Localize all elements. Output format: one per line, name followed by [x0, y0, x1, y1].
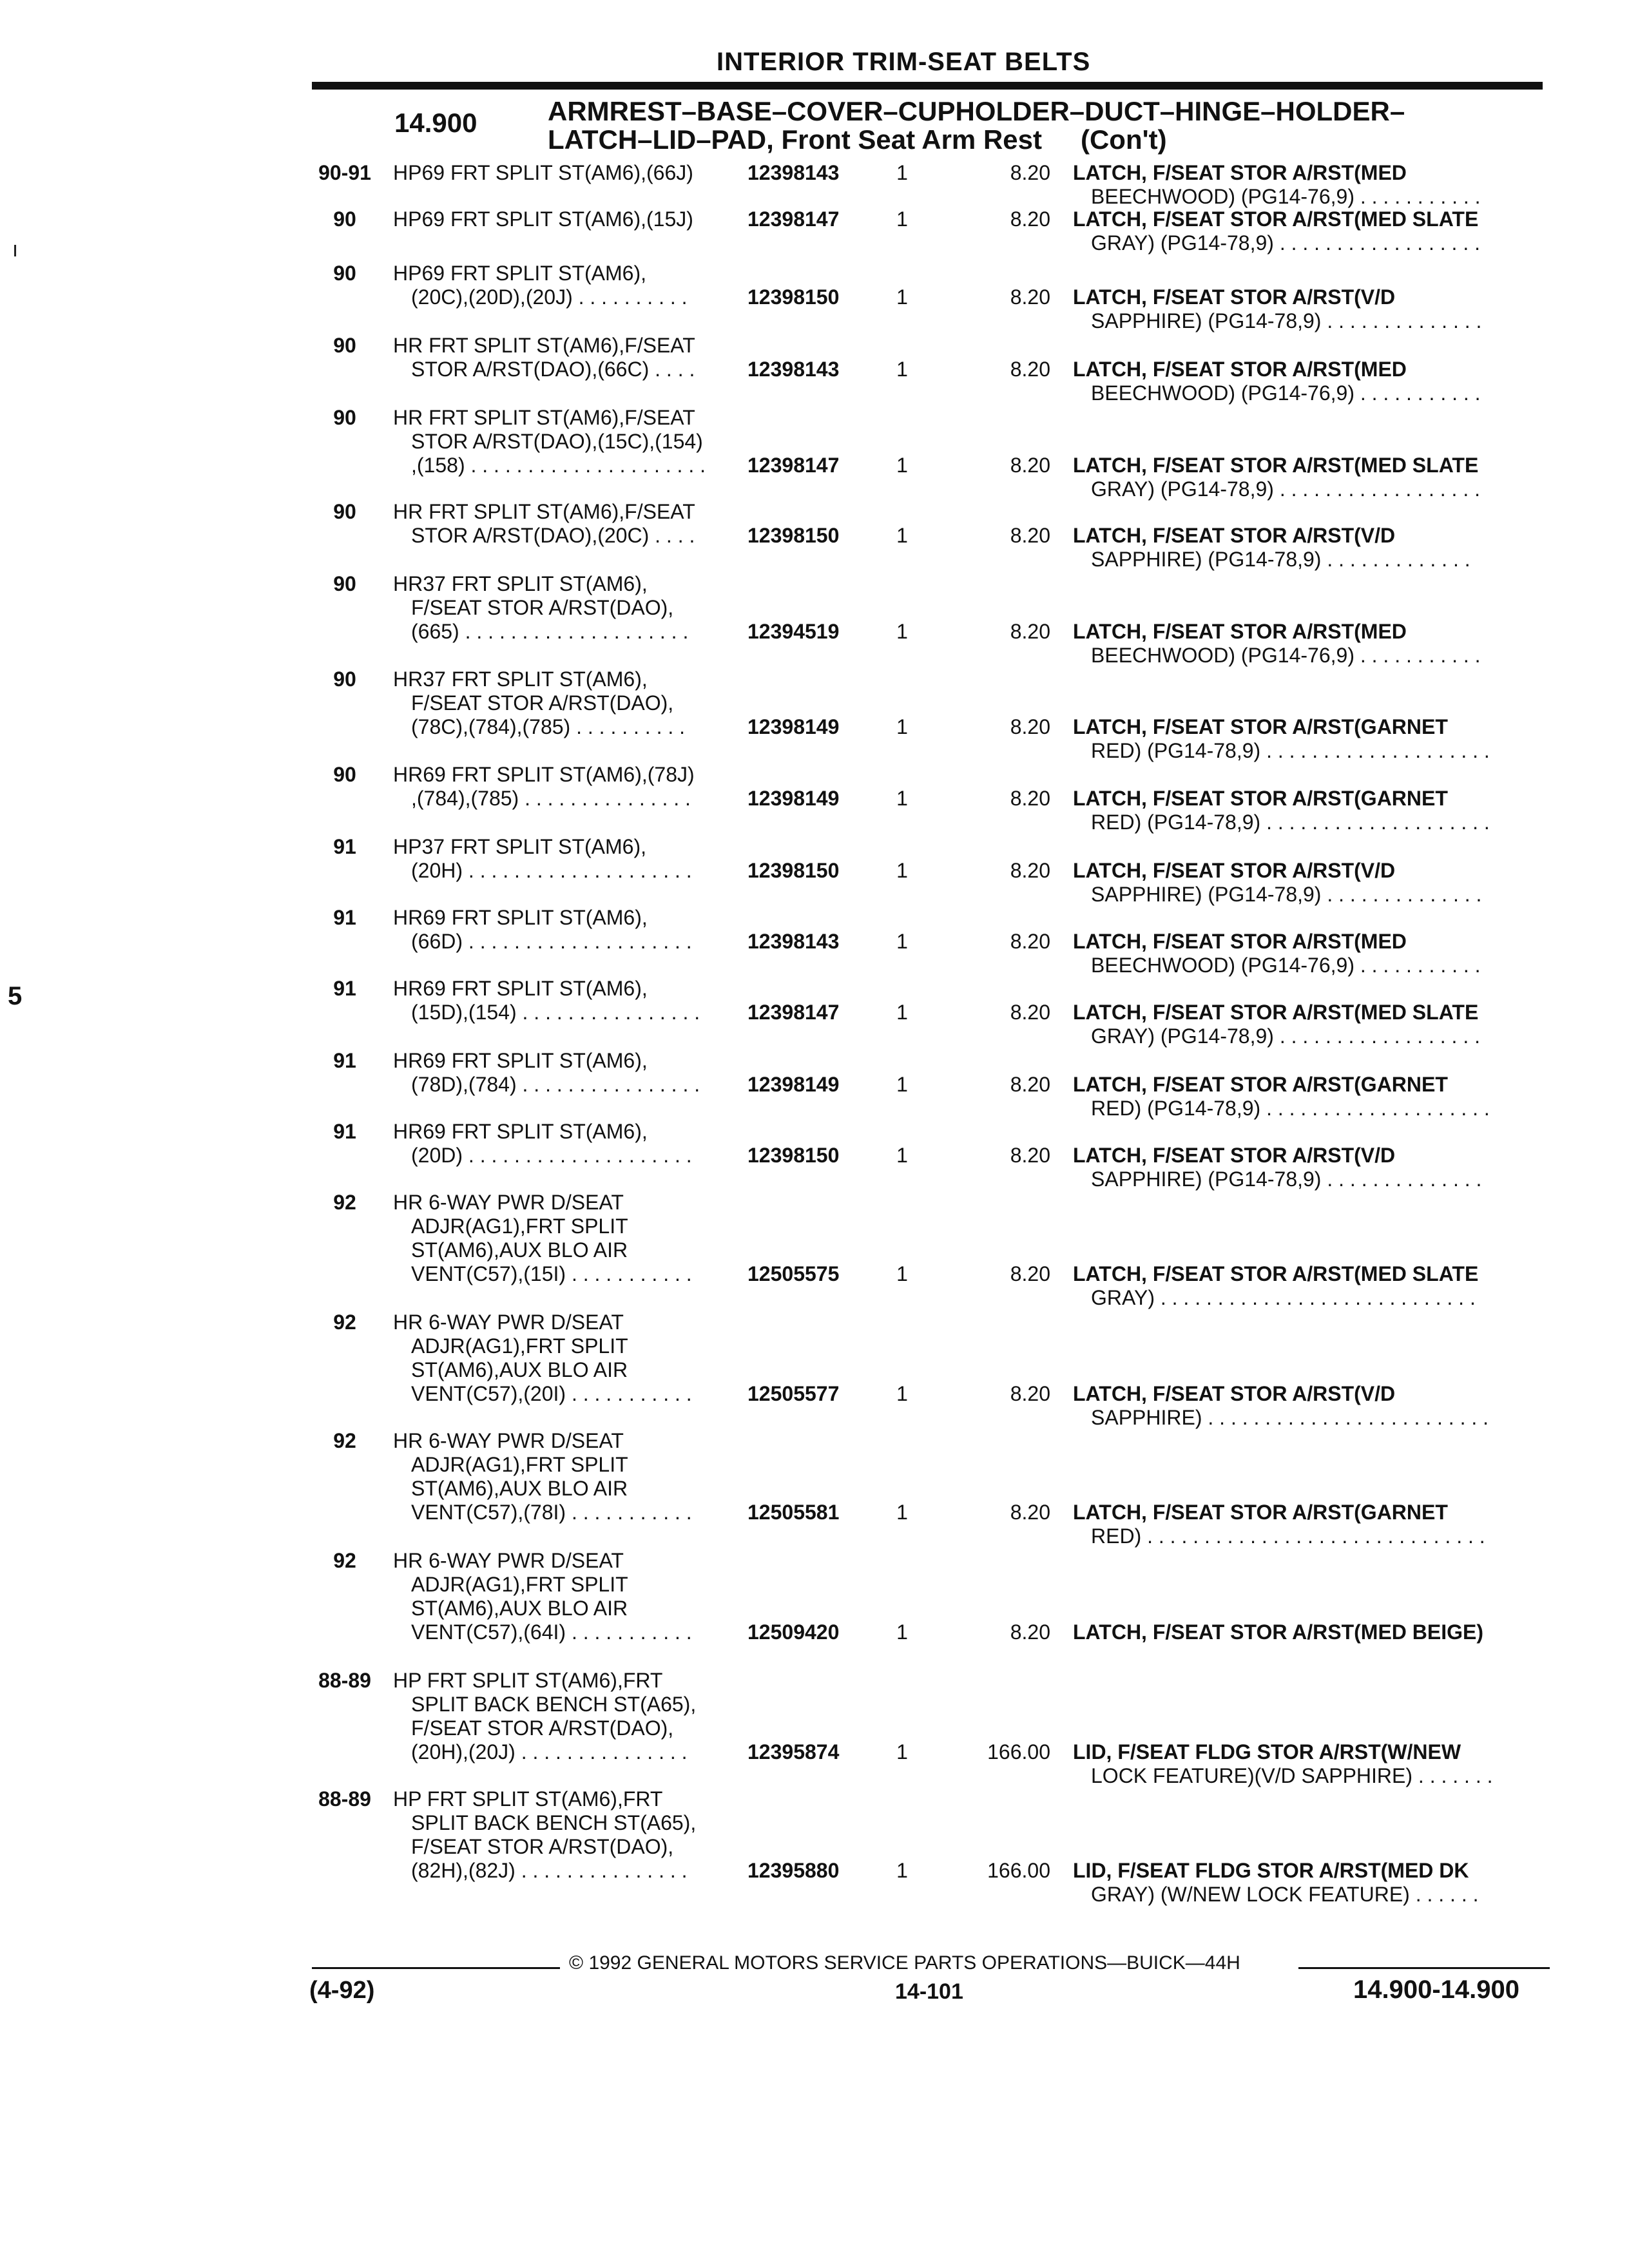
part-number: 12398143 [747, 161, 840, 184]
part-number: 12398143 [747, 930, 840, 953]
model-year: 90 [333, 207, 356, 231]
application-line: ST(AM6),AUX BLO AIR [411, 1597, 628, 1620]
model-year: 90 [333, 500, 356, 523]
section-title-line-1: ARMREST–BASE–COVER–CUPHOLDER–DUCT–HINGE–HOLDER– [548, 96, 1405, 126]
part-description [1073, 715, 1566, 763]
part-description-line: LID, F/SEAT FLDG STOR A/RST(W/NEW [1073, 1740, 1461, 1763]
application-description [393, 977, 741, 1024]
part-description [1073, 285, 1566, 333]
part-description [1073, 1501, 1566, 1548]
application-line: ,(784),(785) . . . . . . . . . . . . . . . [411, 787, 691, 810]
application-line: (82H),(82J) . . . . . . . . . . . . . . . [411, 1859, 688, 1882]
application-line: VENT(C57),(15I) . . . . . . . . . . . [411, 1262, 692, 1285]
price: 8.20 [1010, 930, 1050, 953]
application-description [393, 262, 741, 309]
application-description [393, 1049, 741, 1097]
application-description [393, 1311, 741, 1406]
application-line: ,(158) . . . . . . . . . . . . . . . . . . . . . [411, 454, 706, 477]
application-line: HR FRT SPLIT ST(AM6),F/SEAT [393, 406, 695, 429]
part-number: 12398147 [747, 207, 840, 231]
quantity: 1 [896, 1262, 908, 1285]
quantity: 1 [896, 1144, 908, 1167]
price: 8.20 [1010, 161, 1050, 184]
application-line: HR69 FRT SPLIT ST(AM6), [393, 1049, 648, 1072]
part-description [1073, 358, 1566, 405]
model-year: 90 [333, 334, 356, 357]
application-description [393, 1429, 741, 1524]
section-number: 14.900 [394, 108, 477, 138]
application-line: STOR A/RST(DAO),(15C),(154) [411, 430, 703, 453]
quantity: 1 [896, 358, 908, 381]
part-number: 12398143 [747, 358, 840, 381]
quantity: 1 [896, 1001, 908, 1024]
part-description-line: LATCH, F/SEAT STOR A/RST(MED SLATE [1073, 1001, 1479, 1024]
part-number: 12398150 [747, 524, 840, 547]
application-line: HP69 FRT SPLIT ST(AM6), [393, 262, 646, 285]
continued-label: (Con't) [1080, 124, 1167, 155]
application-line: HR 6-WAY PWR D/SEAT [393, 1311, 624, 1334]
page-header-title: INTERIOR TRIM-SEAT BELTS [717, 48, 1091, 76]
application-line: (15D),(154) . . . . . . . . . . . . . . . . [411, 1001, 700, 1024]
part-number: 12505575 [747, 1262, 840, 1285]
part-description-line: LATCH, F/SEAT STOR A/RST(MED [1073, 161, 1407, 184]
part-number: 12395874 [747, 1740, 840, 1763]
quantity: 1 [896, 1382, 908, 1405]
footer-page-number: 14-101 [895, 1979, 963, 2004]
model-year: 92 [333, 1549, 356, 1572]
application-line: SPLIT BACK BENCH ST(A65), [411, 1693, 697, 1716]
part-description-line: LOCK FEATURE)(V/D SAPPHIRE) . . . . . . . [1091, 1764, 1493, 1787]
part-description-line: SAPPHIRE) (PG14-78,9) . . . . . . . . . . . . . . [1091, 309, 1482, 332]
part-description [1073, 859, 1566, 907]
part-description-line: LID, F/SEAT FLDG STOR A/RST(MED DK [1073, 1859, 1469, 1882]
model-year: 92 [333, 1429, 356, 1452]
application-line: ADJR(AG1),FRT SPLIT [411, 1573, 628, 1596]
part-description-line: SAPPHIRE) (PG14-78,9) . . . . . . . . . . . . . [1091, 548, 1470, 571]
part-description-line: LATCH, F/SEAT STOR A/RST(V/D [1073, 1382, 1396, 1405]
quantity: 1 [896, 1740, 908, 1763]
application-line: (20H),(20J) . . . . . . . . . . . . . . . [411, 1740, 688, 1763]
part-description [1073, 454, 1566, 501]
application-description [393, 1191, 741, 1286]
price: 8.20 [1010, 1001, 1050, 1024]
quantity: 1 [896, 715, 908, 738]
model-year: 91 [333, 835, 356, 858]
part-description-line: LATCH, F/SEAT STOR A/RST(MED BEIGE) [1073, 1620, 1484, 1644]
part-number: 12398149 [747, 1073, 840, 1096]
price: 8.20 [1010, 1073, 1050, 1096]
part-description-line: LATCH, F/SEAT STOR A/RST(MED SLATE [1073, 207, 1479, 231]
section-title-line-2-text: LATCH–LID–PAD, Front Seat Arm Rest [548, 124, 1042, 155]
price: 8.20 [1010, 1144, 1050, 1167]
application-description [393, 1787, 741, 1883]
part-description-line: LATCH, F/SEAT STOR A/RST(V/D [1073, 524, 1396, 547]
application-description [393, 334, 741, 381]
application-description [393, 1669, 741, 1764]
application-line: ST(AM6),AUX BLO AIR [411, 1238, 628, 1262]
part-description-line: LATCH, F/SEAT STOR A/RST(GARNET [1073, 1501, 1448, 1524]
footer-copyright: © 1992 GENERAL MOTORS SERVICE PARTS OPERATIONS—BUICK—44H [569, 1952, 1240, 1974]
application-line: HP37 FRT SPLIT ST(AM6), [393, 835, 646, 858]
quantity: 1 [896, 620, 908, 643]
model-year: 91 [333, 906, 356, 929]
model-year: 90 [333, 406, 356, 429]
part-description-line: LATCH, F/SEAT STOR A/RST(V/D [1073, 859, 1396, 882]
part-description [1073, 1144, 1566, 1191]
model-year: 91 [333, 1120, 356, 1143]
application-line: (20H) . . . . . . . . . . . . . . . . . . . . [411, 859, 692, 882]
application-line: HR 6-WAY PWR D/SEAT [393, 1191, 624, 1214]
model-year: 90-91 [318, 161, 371, 184]
part-number: 12398150 [747, 859, 840, 882]
price: 8.20 [1010, 715, 1050, 738]
application-line: F/SEAT STOR A/RST(DAO), [411, 1835, 674, 1858]
part-description-line: LATCH, F/SEAT STOR A/RST(GARNET [1073, 787, 1448, 810]
quantity: 1 [896, 930, 908, 953]
part-description-line: RED) . . . . . . . . . . . . . . . . . . . . . . . . . . . . . . [1091, 1524, 1485, 1548]
part-description-line: LATCH, F/SEAT STOR A/RST(MED [1073, 620, 1407, 643]
application-line: HR69 FRT SPLIT ST(AM6),(78J) [393, 763, 695, 786]
application-line: VENT(C57),(78I) . . . . . . . . . . . [411, 1501, 692, 1524]
application-line: (20C),(20D),(20J) . . . . . . . . . . [411, 285, 688, 309]
part-number: 12505577 [747, 1382, 840, 1405]
application-line: SPLIT BACK BENCH ST(A65), [411, 1811, 697, 1834]
application-description [393, 406, 741, 477]
part-description [1073, 524, 1566, 572]
application-line: HR FRT SPLIT ST(AM6),F/SEAT [393, 500, 695, 523]
part-description [1073, 1620, 1566, 1644]
application-line: STOR A/RST(DAO),(20C) . . . . [411, 524, 695, 547]
part-number: 12398149 [747, 787, 840, 810]
application-description [393, 1549, 741, 1644]
price: 8.20 [1010, 620, 1050, 643]
model-year: 92 [333, 1311, 356, 1334]
model-year: 90 [333, 572, 356, 595]
margin-tick-mark [14, 245, 16, 256]
price: 8.20 [1010, 787, 1050, 810]
price: 8.20 [1010, 1501, 1050, 1524]
price: 8.20 [1010, 524, 1050, 547]
part-description [1073, 620, 1566, 668]
application-line: (66D) . . . . . . . . . . . . . . . . . . . . [411, 930, 692, 953]
application-line: F/SEAT STOR A/RST(DAO), [411, 1716, 674, 1740]
application-description [393, 207, 741, 231]
part-description [1073, 787, 1566, 834]
part-description-line: BEECHWOOD) (PG14-76,9) . . . . . . . . . . . [1091, 185, 1481, 208]
quantity: 1 [896, 787, 908, 810]
footer-rule-left [312, 1967, 560, 1969]
part-description-line: SAPPHIRE) (PG14-78,9) . . . . . . . . . . . . . . [1091, 1168, 1482, 1191]
part-description-line: LATCH, F/SEAT STOR A/RST(MED SLATE [1073, 1262, 1479, 1285]
application-line: HR69 FRT SPLIT ST(AM6), [393, 1120, 648, 1143]
part-number: 12398147 [747, 1001, 840, 1024]
part-description-line: GRAY) (W/NEW LOCK FEATURE) . . . . . . [1091, 1883, 1479, 1906]
part-description [1073, 1262, 1566, 1310]
model-year: 90 [333, 262, 356, 285]
application-line: (20D) . . . . . . . . . . . . . . . . . . . . [411, 1144, 692, 1167]
quantity: 1 [896, 1501, 908, 1524]
quantity: 1 [896, 524, 908, 547]
part-number: 12395880 [747, 1859, 840, 1882]
part-number: 12394519 [747, 620, 840, 643]
part-description [1073, 207, 1566, 255]
margin-mark: 5 [8, 982, 23, 1010]
quantity: 1 [896, 1073, 908, 1096]
part-description [1073, 1740, 1566, 1788]
model-year: 88-89 [318, 1669, 371, 1692]
part-description [1073, 161, 1566, 209]
price: 166.00 [987, 1859, 1050, 1882]
application-line: (665) . . . . . . . . . . . . . . . . . . . . [411, 620, 689, 643]
quantity: 1 [896, 285, 908, 309]
application-line: VENT(C57),(20I) . . . . . . . . . . . [411, 1382, 692, 1405]
part-number: 12398147 [747, 454, 840, 477]
model-year: 91 [333, 1049, 356, 1072]
quantity: 1 [896, 207, 908, 231]
part-description-line: LATCH, F/SEAT STOR A/RST(MED SLATE [1073, 454, 1479, 477]
application-line: F/SEAT STOR A/RST(DAO), [411, 691, 674, 715]
application-line: STOR A/RST(DAO),(66C) . . . . [411, 358, 695, 381]
part-number: 12509420 [747, 1620, 840, 1644]
price: 8.20 [1010, 1262, 1050, 1285]
part-description-line: LATCH, F/SEAT STOR A/RST(GARNET [1073, 1073, 1448, 1096]
application-description [393, 835, 741, 883]
application-line: HP FRT SPLIT ST(AM6),FRT [393, 1669, 663, 1692]
model-year: 91 [333, 977, 356, 1000]
application-line: HR37 FRT SPLIT ST(AM6), [393, 668, 648, 691]
part-description-line: LATCH, F/SEAT STOR A/RST(GARNET [1073, 715, 1448, 738]
part-description-line: BEECHWOOD) (PG14-76,9) . . . . . . . . . . . [1091, 644, 1481, 667]
application-line: HP FRT SPLIT ST(AM6),FRT [393, 1787, 663, 1811]
part-description [1073, 1859, 1566, 1907]
part-description-line: LATCH, F/SEAT STOR A/RST(V/D [1073, 285, 1396, 309]
part-number: 12398150 [747, 285, 840, 309]
application-description [393, 500, 741, 548]
quantity: 1 [896, 859, 908, 882]
part-description-line: RED) (PG14-78,9) . . . . . . . . . . . . . . . . . . . . [1091, 1097, 1490, 1120]
application-line: HR 6-WAY PWR D/SEAT [393, 1429, 624, 1452]
price: 8.20 [1010, 859, 1050, 882]
application-description [393, 668, 741, 739]
part-description-line: BEECHWOOD) (PG14-76,9) . . . . . . . . . . . [1091, 381, 1481, 405]
part-description-line: BEECHWOOD) (PG14-76,9) . . . . . . . . . . . [1091, 954, 1481, 977]
part-description-line: LATCH, F/SEAT STOR A/RST(MED [1073, 930, 1407, 953]
application-line: ADJR(AG1),FRT SPLIT [411, 1334, 628, 1358]
application-line: VENT(C57),(64I) . . . . . . . . . . . [411, 1620, 692, 1644]
model-year: 88-89 [318, 1787, 371, 1811]
part-description-line: SAPPHIRE) (PG14-78,9) . . . . . . . . . . . . . . [1091, 883, 1482, 906]
part-description [1073, 1073, 1566, 1120]
application-description [393, 1120, 741, 1168]
part-description-line: RED) (PG14-78,9) . . . . . . . . . . . . . . . . . . . . [1091, 811, 1490, 834]
part-description-line: GRAY) (PG14-78,9) . . . . . . . . . . . . . . . . . . [1091, 477, 1480, 501]
part-description [1073, 930, 1566, 977]
application-description [393, 906, 741, 954]
application-line: HR FRT SPLIT ST(AM6),F/SEAT [393, 334, 695, 357]
application-description [393, 161, 741, 185]
quantity: 1 [896, 1620, 908, 1644]
model-year: 90 [333, 763, 356, 786]
application-line: (78D),(784) . . . . . . . . . . . . . . . . [411, 1073, 700, 1096]
quantity: 1 [896, 454, 908, 477]
part-description-line: LATCH, F/SEAT STOR A/RST(MED [1073, 358, 1407, 381]
quantity: 1 [896, 161, 908, 184]
application-line: ST(AM6),AUX BLO AIR [411, 1477, 628, 1500]
application-line: ADJR(AG1),FRT SPLIT [411, 1453, 628, 1476]
part-description [1073, 1001, 1566, 1048]
part-description-line: SAPPHIRE) . . . . . . . . . . . . . . . . . . . . . . . . . [1091, 1406, 1489, 1429]
footer-section-range: 14.900-14.900 [1353, 1975, 1520, 2004]
application-description [393, 763, 741, 811]
price: 8.20 [1010, 454, 1050, 477]
price: 8.20 [1010, 1382, 1050, 1405]
application-line: HR 6-WAY PWR D/SEAT [393, 1549, 624, 1572]
application-line: (78C),(784),(785) . . . . . . . . . . [411, 715, 686, 738]
price: 8.20 [1010, 1620, 1050, 1644]
price: 166.00 [987, 1740, 1050, 1763]
model-year: 92 [333, 1191, 356, 1214]
price: 8.20 [1010, 285, 1050, 309]
part-description-line: LATCH, F/SEAT STOR A/RST(V/D [1073, 1144, 1396, 1167]
part-number: 12398149 [747, 715, 840, 738]
application-line: F/SEAT STOR A/RST(DAO), [411, 596, 674, 619]
price: 8.20 [1010, 358, 1050, 381]
application-line: HR37 FRT SPLIT ST(AM6), [393, 572, 648, 595]
part-description-line: GRAY) . . . . . . . . . . . . . . . . . . . . . . . . . . . . [1091, 1286, 1476, 1309]
price: 8.20 [1010, 207, 1050, 231]
quantity: 1 [896, 1859, 908, 1882]
part-number: 12505581 [747, 1501, 840, 1524]
application-line: ADJR(AG1),FRT SPLIT [411, 1215, 628, 1238]
part-description-line: GRAY) (PG14-78,9) . . . . . . . . . . . . . . . . . . [1091, 1024, 1480, 1048]
application-line: HP69 FRT SPLIT ST(AM6),(15J) [393, 207, 693, 231]
application-line: ST(AM6),AUX BLO AIR [411, 1358, 628, 1381]
application-line: HP69 FRT SPLIT ST(AM6),(66J) [393, 161, 693, 184]
model-year: 90 [333, 668, 356, 691]
footer-rule-right [1298, 1967, 1550, 1969]
part-description-line: RED) (PG14-78,9) . . . . . . . . . . . . . . . . . . . . [1091, 739, 1490, 762]
footer-revision-date: (4-92) [309, 1977, 375, 2004]
part-number: 12398150 [747, 1144, 840, 1167]
application-description [393, 572, 741, 644]
application-line: HR69 FRT SPLIT ST(AM6), [393, 906, 648, 929]
application-line: HR69 FRT SPLIT ST(AM6), [393, 977, 648, 1000]
part-description [1073, 1382, 1566, 1430]
part-description-line: GRAY) (PG14-78,9) . . . . . . . . . . . . . . . . . . [1091, 231, 1480, 255]
